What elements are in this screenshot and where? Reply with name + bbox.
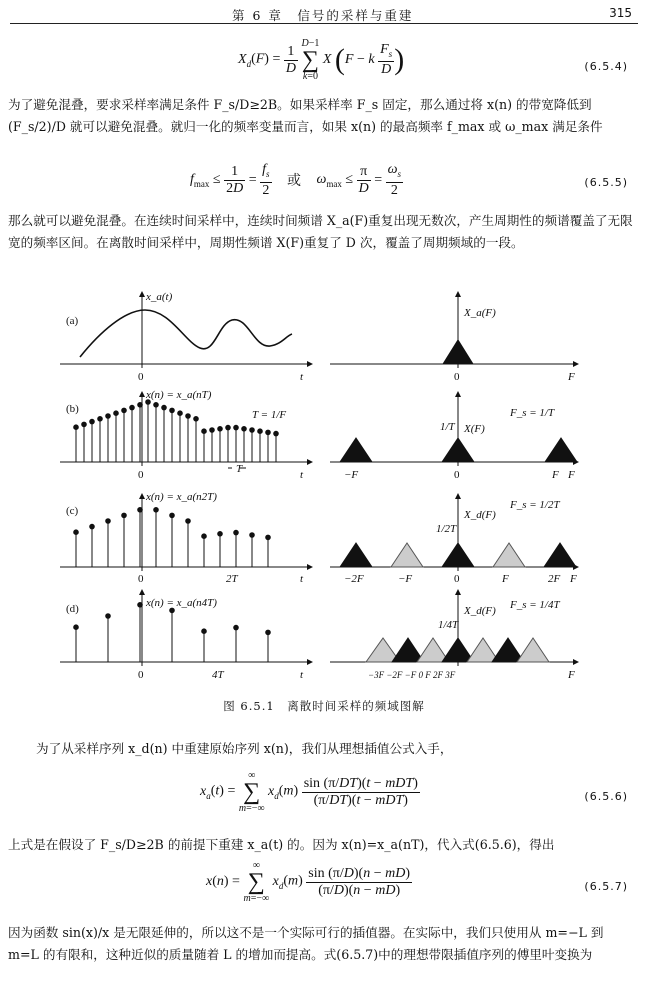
period-label-d: 4T [212,669,224,681]
svg-text:t: t [300,573,304,585]
svg-text:0: 0 [138,371,144,383]
sample-point [170,408,175,413]
period-label-c: 2T [226,573,238,585]
time-label-c: x(n) = x_a(n2T) [146,491,217,503]
sample-stems-d [74,603,271,663]
paragraph-5: 因为函数 sin(x)/x 是无限延伸的，所以这不是一个实际可行的插值器。在实际中，我们只使用从 m=−L 到 m=L 的有限和，这种近似的质量随着 L 的增加而提高。式(6.5.7)中的理想带限插值序列的傅里叶变换为 [8,925,604,962]
svg-text:t: t [300,469,304,481]
freq-label-a: X_a(F) [464,307,496,319]
freq-label-d: X_d(F) [464,605,496,617]
sample-point [154,508,159,513]
equation-number: (6.5.6) [584,790,628,803]
svg-text:0: 0 [138,573,144,585]
paragraph-4: 上式是在假设了 F_s/D≥2B 的前提下重建 x_a(t) 的。因为 x(n)=x_a(nT)，代入式(6.5.6)，得出 [8,837,555,852]
sample-point [154,403,159,408]
sample-point [178,411,183,416]
sample-point [218,427,223,432]
svg-text:0: 0 [138,669,144,681]
sample-point [114,411,119,416]
svg-text:0: 0 [454,573,460,585]
header-rule [10,23,638,24]
sample-point [106,614,111,619]
sample-point [202,629,207,634]
sample-point [90,419,95,424]
svg-text:1/T: 1/T [440,421,455,433]
svg-text:1/4T: 1/4T [438,619,459,631]
sample-point [218,532,223,537]
sample-point [274,431,279,436]
spectrum-triangle-c [391,543,423,567]
svg-text:T = 1/F: T = 1/F [252,409,287,421]
equation-6-5-4: $X_d(F)$ = $\frac{1}{D}$ D−1 ∑ k=0 X (F − k $\frac{F_s}{D}$ ) (6.5.4) [238,38,628,82]
svg-text:0: 0 [138,469,144,481]
sample-point [242,427,247,432]
sample-point [74,425,79,430]
sample-point [186,519,191,524]
svg-text:0: 0 [454,469,460,481]
sample-point [162,405,167,410]
freq-label-c: X_d(F) [464,509,496,521]
sample-point [234,425,239,430]
freq-label-b: X(F) [464,423,485,435]
sample-point [138,603,143,608]
sample-point [106,519,111,524]
time-label-a: x_a(t) [146,291,173,303]
svg-text:F: F [570,573,577,585]
svg-text:−2F: −2F [344,573,364,585]
spectrum-triangle-b [442,438,474,462]
spectrum-triangle-a [443,340,473,364]
svg-text:−F: −F [398,573,413,585]
spectrum-triangle-c [544,543,576,567]
rate-label-b: F_s = 1/T [510,407,555,419]
panel-tag-b: (b) [66,403,79,415]
equation-6-5-6: $x_a(t)$ = ∞ ∑ m=−∞ $x_d(m)$ $\frac{\text{sin (π/DT)(t − mDT)}}{\text{(π/DT)(t − mDT)}}$ (6.5.6) [200,770,628,814]
sample-point [138,508,143,513]
sample-point [258,429,263,434]
sample-point [250,533,255,538]
sample-point [210,428,215,433]
svg-text:0: 0 [454,371,460,383]
equation-6-5-7: x(n) = ∞ ∑ m=−∞ $x_d(m)$ $\frac{\sin (\pi/D)(n - mD)}{(\pi/D)(n - mD)}$ (6.5.7) [206,860,628,904]
sample-point [234,530,239,535]
svg-text:F: F [568,669,575,681]
spectrum-triangle-c [442,543,474,567]
sample-point [90,524,95,529]
equation-number: (6.5.4) [584,60,628,73]
sample-point [266,430,271,435]
svg-text:F: F [568,371,575,383]
svg-text:F: F [502,573,509,585]
paragraph-3: 为了从采样序列 x_d(n) 中重建原始序列 x(n)，我们从理想插值公式入手， [36,741,453,756]
svg-text:1/2T: 1/2T [436,523,457,535]
paragraph-1: 为了避免混叠，要求采样率满足条件 F_s/D≥2B。如果采样率 F_s 固定，那么通过将 x(n) 的带宽降低到(F_s/2)/D 就可以避免混叠。就归一化的频率变量而言，如果 x(n) 的最高频率 f_max 或 ω_max 满足条件 [8,97,603,134]
spectrum-triangle-c [493,543,525,567]
spectrum-triangle-b [545,438,577,462]
sample-point [122,408,127,413]
sample-point [202,534,207,539]
panel-tag-d: (d) [66,603,79,615]
svg-text:2F: 2F [548,573,561,585]
svg-text:t: t [300,371,304,383]
sample-point [98,417,103,422]
running-header [0,6,648,24]
figure-caption: 图 6.5.1 离散时间采样的频域图解 [223,699,425,713]
svg-text:F: F [568,469,575,481]
sample-stems-c [74,508,271,568]
svg-text:−3F −2F −F 0 F 2F 3F: −3F −2F −F 0 F 2F 3F [368,670,456,680]
sample-point [194,417,199,422]
equation-number: (6.5.7) [584,880,628,893]
panel-tag-a: (a) [66,315,79,327]
sample-point [122,513,127,518]
svg-text:F: F [552,469,559,481]
sample-point [130,405,135,410]
figure-6-5-1 [0,282,648,702]
sample-stems-b [74,400,279,462]
sample-point [170,513,175,518]
svg-text:t: t [300,669,304,681]
sample-point [106,414,111,419]
sample-point [202,429,207,434]
sample-point [234,625,239,630]
sample-point [266,535,271,540]
sample-point [186,414,191,419]
rate-label-d: F_s = 1/4T [510,599,560,611]
time-label-b: x(n) = x_a(nT) [146,389,212,401]
sample-point [74,530,79,535]
page-number: 315 [609,6,632,20]
or-connector: 或 [287,173,302,190]
rate-label-c: F_s = 1/2T [510,499,560,511]
chapter-title: 第 6 章 信号的采样与重建 [232,8,414,23]
paragraph-2: 那么就可以避免混叠。在连续时间采样中，连续时间频谱 X_a(F)重复出现无数次，产生周期性的频谱覆盖了无限宽的频率区间。在离散时间采样中，周期性频谱 X(F)重复了 D 次，覆盖了周期频域的一段。 [8,213,633,250]
spectrum-triangle-b [340,438,372,462]
sample-point [266,630,271,635]
signal-curve-a [80,310,292,357]
panel-tag-c: (c) [66,505,79,517]
spectrum-triangle-c [340,543,372,567]
equation-6-5-5: $f_{max}$ ≤ $\frac{1}{2D}$ = $\frac{f_s}{2}$ 或 $\omega_{max}$ ≤ $\frac{\pi}{D}$ = $\frac{\omega_s}{2}$ (6.5.5) [190,162,628,198]
sample-point [74,625,79,630]
sample-point [250,428,255,433]
svg-text:−F: −F [344,469,359,481]
time-label-d: x(n) = x_a(n4T) [146,597,217,609]
sample-point [226,425,231,430]
period-label-b: T [236,463,243,475]
equation-number: (6.5.5) [584,176,628,189]
sample-point [138,403,143,408]
sample-point [82,422,87,427]
